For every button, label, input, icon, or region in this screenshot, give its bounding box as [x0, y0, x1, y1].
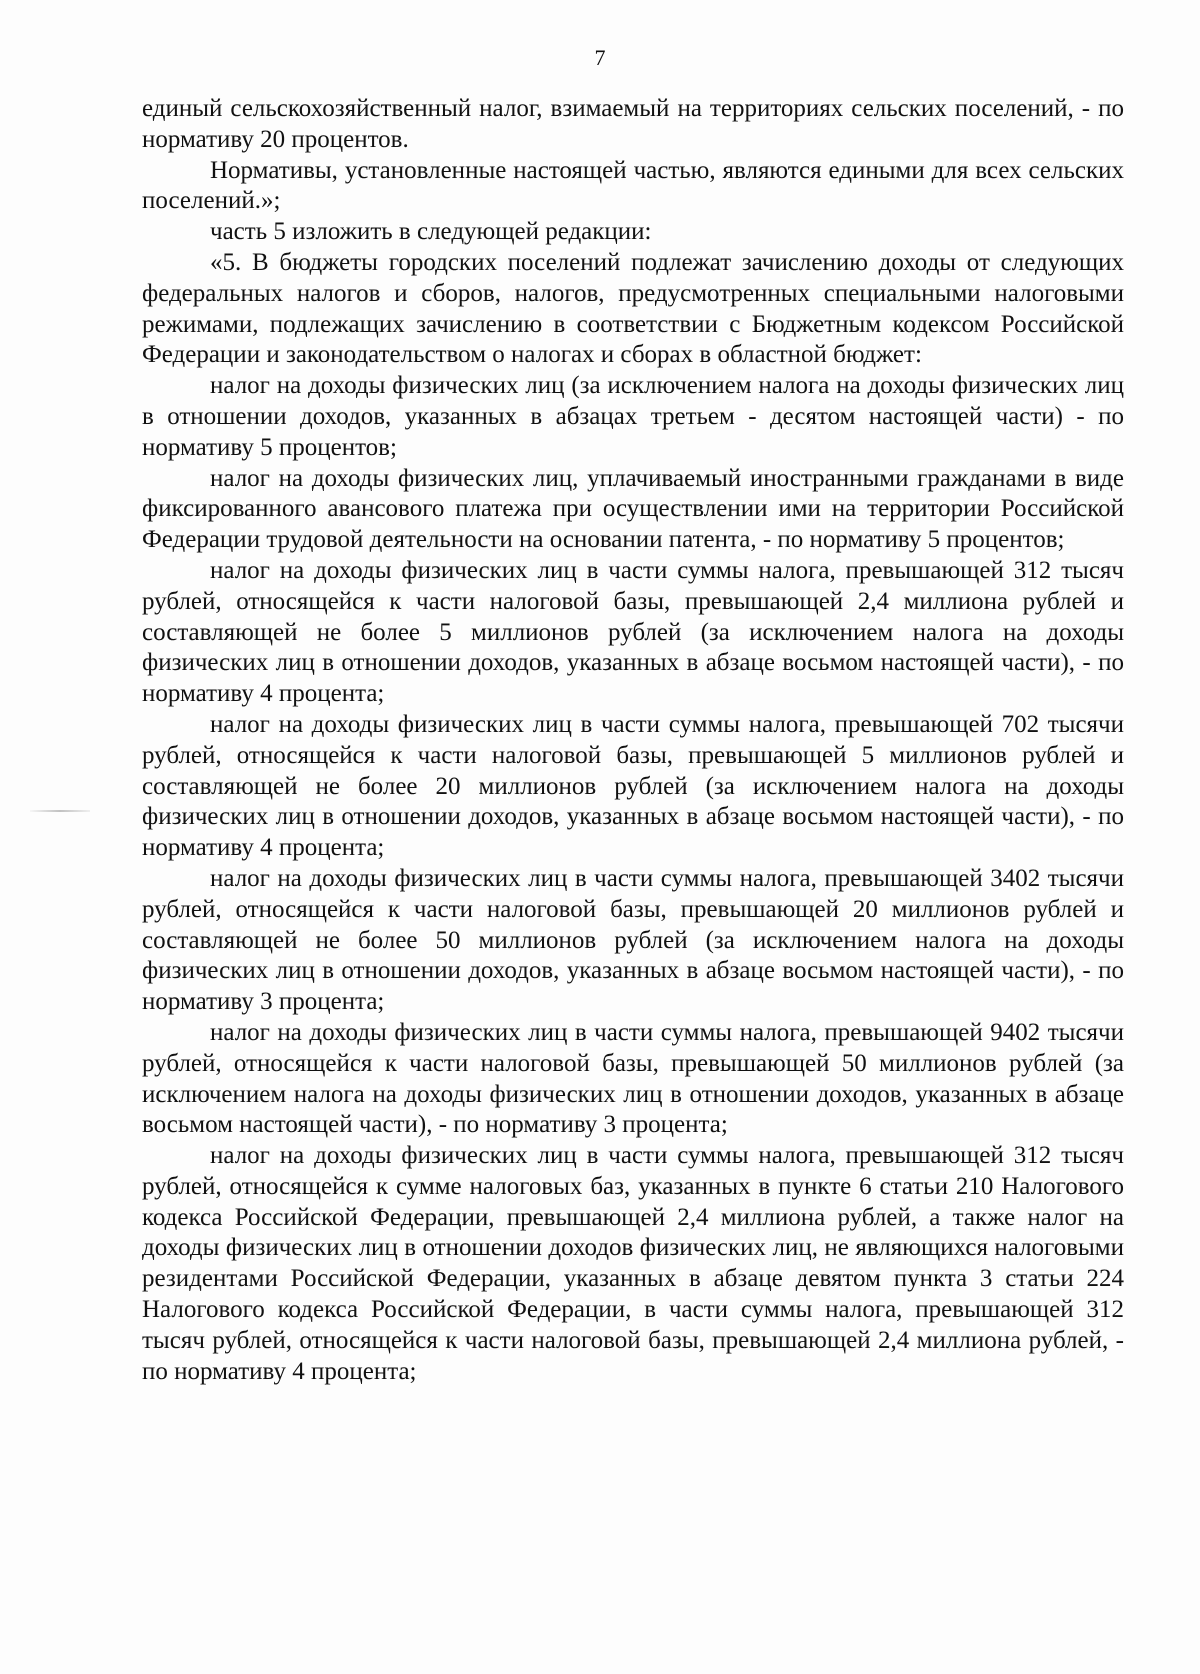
paragraph-ndfl-312: налог на доходы физических лиц в части суммы налога, превышающей 312 тысяч рублей, относящейся к части налоговой базы, превышающей 2,4 миллиона рублей и составляющей не более 5 миллионов рублей (за исключением налога на доходы физических лиц в отношении доходов, указанных в абзаце восьмом настоящей части), - по нормативу 4 процента;: [142, 556, 1124, 708]
paragraph-ndfl-3402: налог на доходы физических лиц в части суммы налога, превышающей 3402 тысячи рублей, относящейся к части налоговой базы, превышающей 20 миллионов рублей и составляющей не более 50 миллионов рублей (за исключением налога на доходы физических лиц в отношении доходов, указанных в абзаце восьмом настоящей части), - по нормативу 3 процента;: [142, 864, 1124, 1016]
page-number: 7: [594, 45, 606, 70]
document-body: [142, 94, 1124, 1387]
paragraph-ndfl-9402: налог на доходы физических лиц в части суммы налога, превышающей 9402 тысячи рублей, относящейся к части налоговой базы, превышающей 50 миллионов рублей (за исключением налога на доходы физических лиц в отношении доходов, указанных в абзаце восьмом настоящей части), - по нормативу 3 процента;: [142, 1018, 1124, 1139]
paragraph-ndfl-312-tax-bases: налог на доходы физических лиц в части суммы налога, превышающей 312 тысяч рублей, относящейся к сумме налоговых баз, указанных в пункте 6 статьи 210 Налогового кодекса Российской Федерации, превышающей 2,4 миллиона рублей, а также налог на доходы физических лиц в отношении доходов физических лиц, не являющихся налоговыми резидентами Российской Федерации, указанных в абзаце девятом пункта 3 статьи 224 Налогового кодекса Российской Федерации, в части суммы налога, превышающей 312 тысяч рублей, относящейся к части налоговой базы, превышающей 2,4 миллиона рублей, - по нормативу 4 процента;: [142, 1142, 1124, 1385]
paragraph-continuation: единый сельскохозяйственный налог, взимаемый на территориях сельских поселений, - по нормативу 20 процентов.: [142, 95, 1124, 153]
paragraph-amendment-intro: часть 5 изложить в следующей редакции:: [210, 218, 652, 246]
paragraph-ndfl-patent: налог на доходы физических лиц, уплачиваемый иностранными гражданами в виде фиксированного авансового платежа при осуществлении ими на территории Российской Федерации трудовой деятельности на основании патента, - по нормативу 5 процентов;: [142, 464, 1124, 554]
scan-artifact: [30, 810, 90, 812]
paragraph-ndfl-702: налог на доходы физических лиц в части суммы налога, превышающей 702 тысячи рублей, относящейся к части налоговой базы, превышающей 5 миллионов рублей и составляющей не более 20 миллионов рублей (за исключением налога на доходы физических лиц в отношении доходов, указанных в абзаце восьмом настоящей части), - по нормативу 4 процента;: [142, 710, 1124, 862]
paragraph-norms-note: Нормативы, установленные настоящей частью, являются едиными для всех сельских поселений.»;: [142, 156, 1124, 215]
paragraph-part-5: «5. В бюджеты городских поселений подлежат зачислению доходы от следующих федеральных налогов и сборов, налогов, предусмотренных специальными налоговыми режимами, подлежащих зачислению в соответствии с Бюджетным кодексом Российской Федерации и законодательством о налогах и сборах в областной бюджет:: [142, 248, 1124, 369]
paragraph-ndfl-general: налог на доходы физических лиц (за исключением налога на доходы физических лиц в отношении доходов, указанных в абзацах третьем - десятом настоящей части) - по нормативу 5 процентов;: [142, 372, 1124, 461]
